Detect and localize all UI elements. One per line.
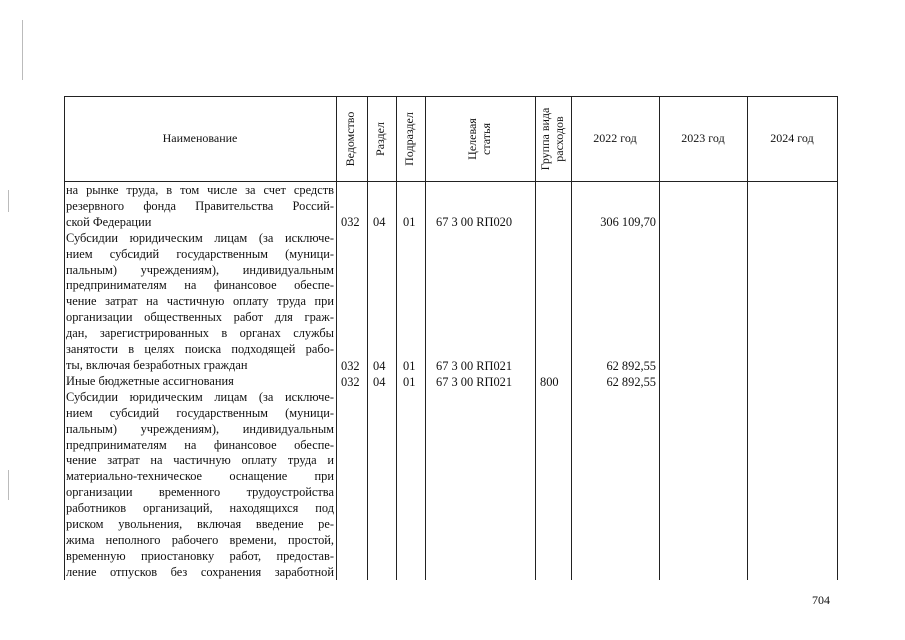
name-text-line: чение затрат на частичную оплату труда при — [66, 294, 334, 309]
name-text-line: пальным) учреждениям), индивидуальным — [66, 421, 334, 436]
header-vedomstvo: Ведомство — [343, 111, 357, 167]
name-column-text — [66, 183, 334, 581]
name-text-line: организации общественных работ для граж- — [66, 310, 334, 325]
name-text-line: временную приостановку работ, предостав- — [66, 548, 334, 563]
name-text-line: дан, зарегистрированных в органах службы — [66, 326, 334, 341]
row3-gruppa: 800 — [540, 375, 559, 389]
header-gruppa-line2: расходов — [552, 116, 566, 162]
name-text-line: нием субсидий государственным (муници- — [66, 405, 334, 420]
row3-2022: 62 892,55 — [606, 375, 656, 389]
header-razdel: Раздел — [373, 122, 387, 156]
name-text-line: жима неполного рабочего времени, простой, — [66, 532, 334, 547]
header-bottom-border — [64, 181, 838, 182]
row3-vedomstvo: 032 — [341, 375, 360, 389]
col-border — [396, 96, 397, 580]
name-text-line: организации временного трудоустройства — [66, 485, 334, 500]
name-text-line: Субсидии юридическим лицам (за исключе- — [66, 389, 334, 404]
row2-celevaya: 67 3 00 RП021 — [436, 359, 513, 373]
col-border — [367, 96, 368, 580]
table-top-border — [64, 96, 838, 97]
header-2024: 2024 год — [770, 131, 814, 145]
row1-celevaya: 67 3 00 RП020 — [436, 215, 513, 229]
name-text-line: ты, включая безработных граждан — [66, 357, 248, 372]
name-text-line: материально-техническое оснащение при — [66, 469, 334, 484]
name-text-line: работников организаций, находящихся под — [66, 501, 334, 516]
header-name: Наименование — [162, 131, 238, 145]
name-text-line: риском увольнения, включая введение ре- — [66, 517, 334, 532]
header-podrazdel: Подраздел — [402, 112, 416, 166]
row3-razdel: 04 — [373, 375, 386, 389]
row3-celevaya: 67 3 00 RП021 — [436, 375, 513, 389]
scan-mark — [8, 470, 9, 500]
col-border — [336, 96, 337, 580]
page-number: 704 — [812, 593, 830, 607]
name-text-line: предпринимателям на финансовое обеспе- — [66, 437, 334, 452]
row1-vedomstvo: 032 — [341, 215, 360, 229]
col-border — [425, 96, 426, 580]
name-text-line: ской Федерации — [66, 214, 152, 229]
header-celevaya-line1: Целевая — [465, 118, 479, 160]
name-text-line: чение затрат на частичную оплату труда и — [66, 453, 334, 468]
name-text-line: Субсидии юридическим лицам (за исключе- — [66, 230, 334, 245]
row3-podrazdel: 01 — [403, 375, 416, 389]
name-text-line: ление отпусков без сохранения заработной — [66, 564, 334, 579]
name-text-line: Иные бюджетные ассигнования — [66, 373, 234, 388]
row2-razdel: 04 — [373, 359, 386, 373]
col-border — [747, 96, 748, 580]
row1-razdel: 04 — [373, 215, 386, 229]
header-2022: 2022 год — [593, 131, 637, 145]
name-text-line: пальным) учреждениям), индивидуальным — [66, 262, 334, 277]
header-celevaya-line2: статья — [479, 123, 493, 155]
col-border — [837, 96, 838, 580]
row1-podrazdel: 01 — [403, 215, 416, 229]
col-border — [64, 96, 65, 580]
name-text-line: предпринимателям на финансовое обеспе- — [66, 278, 334, 293]
row2-podrazdel: 01 — [403, 359, 416, 373]
header-celevaya — [440, 99, 520, 179]
name-text-line: на рынке труда, в том числе за счет средств — [66, 183, 334, 197]
scan-mark — [22, 20, 23, 80]
name-text-line: занятости в целях поиска подходящей рабо- — [66, 342, 334, 357]
header-gruppa-line1: Группа вида — [538, 107, 552, 171]
row1-2022: 306 109,70 — [600, 215, 656, 229]
scan-mark — [8, 190, 9, 212]
row2-2022: 62 892,55 — [606, 359, 656, 373]
header-2023: 2023 год — [681, 131, 725, 145]
col-border — [659, 96, 660, 580]
name-text-line: резервного фонда Правительства Россий- — [66, 198, 334, 213]
row2-vedomstvo: 032 — [341, 359, 360, 373]
name-text-line: нием субсидий государственным (муници- — [66, 246, 334, 261]
